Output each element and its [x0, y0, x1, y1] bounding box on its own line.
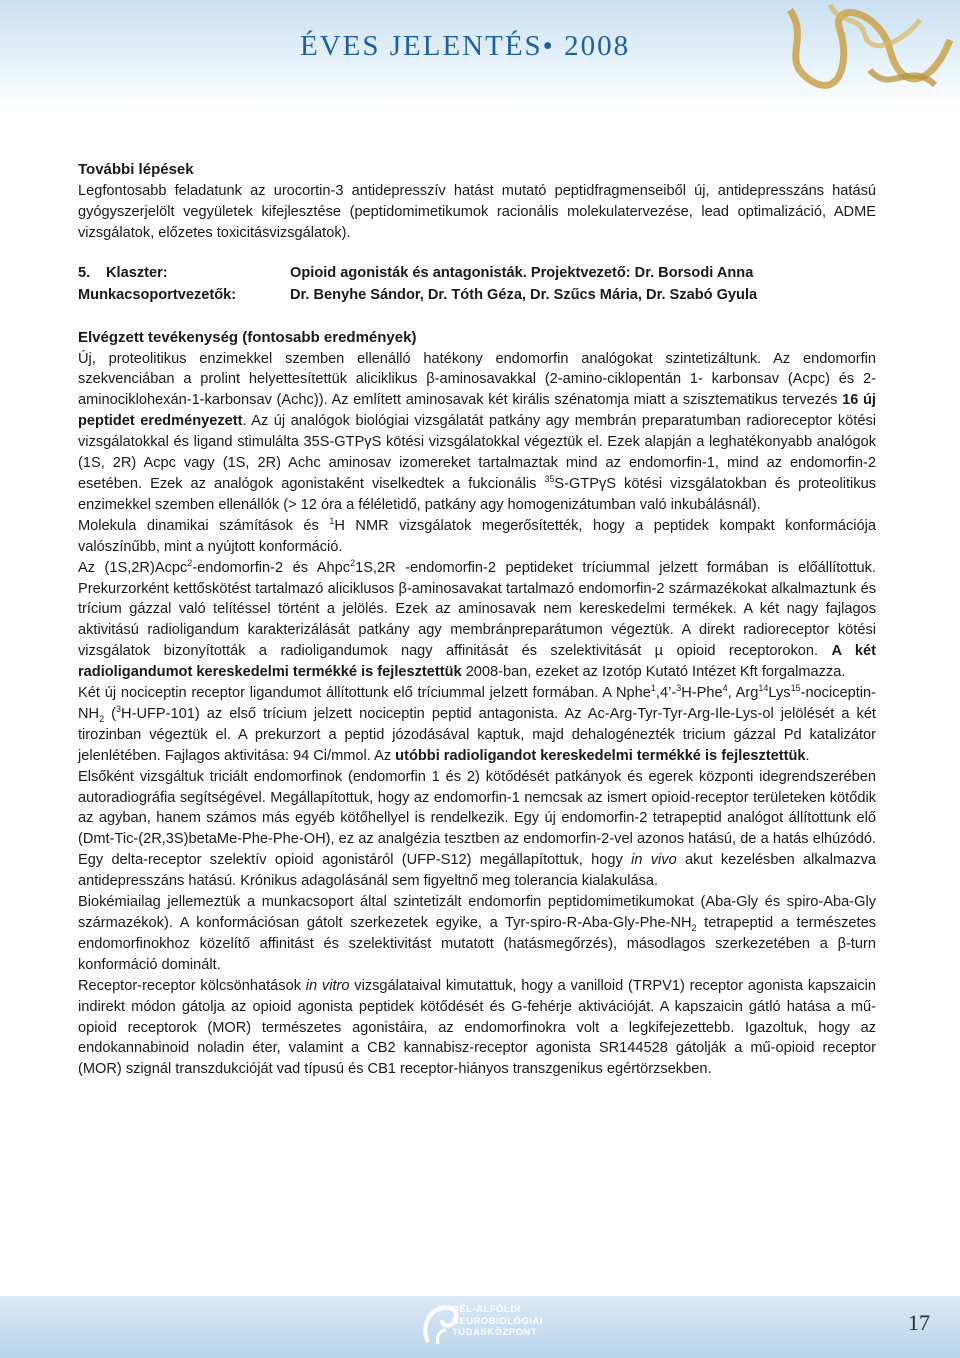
institute-logo-text: DÉL-ALFÖLDI NEUROBIOLÓGIAI TUDÁSKÖZPONT: [452, 1304, 543, 1338]
paragraph: Új, proteolitikus enzimekkel szemben ellenálló hatékony endomorfin analógokat szintetizáltunk. Az endomorfin szekvenciában a prolint helyettesítettük aliciklikus β-aminosavakkal (2-amino-ciklopentán 1- karbonsav (Acpc) és 2-aminociklohexán-1-karbonsav (Achc)). Az említett aminosavak két királis szénatomja miatt a szisztematikus tervezés 16 új peptidet eredményezett. Az új analógok biológiai vizsgálatát patkány agy membrán preparatumban radioreceptor kötési vizsgálatokkal és ligand stimulálta 35S-GTPγS kötési vizsgálatokkal végeztük el. Ezek alapján a leghatékonyabb analógok (1S, 2R) Acpc vagy (1S, 2R) Achc aminosav izomereket tartalmaztak mind az endomorfin-1, mind az endomorfin-2 esetében. Ezek az analógok agonistaként viselkedtek a fukcionális $^{35}$S-GTPγS kötési vizsgálatokban és proteolitikus enzimekkel szemben ellenállók (> 12 óra a féléletidő, patkány agy homogenizátumban való inkubálásnál).: [78, 350, 876, 513]
page-number: 17: [908, 1310, 930, 1335]
cluster-info: [78, 262, 876, 306]
next-steps-text: Legfontosabb feladatunk az urocortin-3 antidepresszív hatást mutató peptidfragmenseiből új, antidepresszáns hatású gyógyszerjelölt vegyületek kifejlesztése (peptidomimetikumok racionális molekulatervezése, lead optimalizáció, ADME vizsgálatok, előzetes toxicitásvizsgálatok).: [78, 182, 876, 241]
page-header: [0, 0, 960, 110]
results-heading: Elvégzett tevékenység (fontosabb eredmények): [78, 328, 417, 346]
next-steps-heading: További lépések: [78, 161, 194, 178]
cluster-value: Opioid agonisták és antagonisták. Projektvezető: Dr. Borsodi Anna: [290, 264, 754, 281]
leaders-value: Dr. Benyhe Sándor, Dr. Tóth Géza, Dr. Szűcs Mária, Dr. Szabó Gyula: [290, 286, 758, 303]
paragraph: Receptor-receptor kölcsönhatások in vitro vizsgálataival kimutattuk, hogy a vanilloid (TRPV1) receptor agonista kapszaicin indirekt módon gátolja az opioid agonista peptidek kötődését és G-fehérje aktivációját. A kapszaicin gátló hatása a mű-opioid receptorok (MOR) természetes agonistáira, az endomorfinokra volt a legkifejezettebb. Igazoltuk, hogy az endokannabinoid noladin éter, valamint a CB2 kannabisz-receptor agonista SR144528 gátolják a mű-opioid receptor (MOR) szignál transzdukcióját vad típusú és CB1 receptor-hiányos transzgenikus egértörzsekben.: [78, 977, 876, 1078]
cluster-label: Klaszter:: [106, 264, 168, 281]
paragraph: Az (1S,2R)Acpc$^2$-endomorfin-2 és Ahpc$^2$1S,2R -endomorfin-2 peptideket tríciummal jelzett formában is előállítottuk. Prekurzorként kettőskötést tartalmazó aliciklusos β-aminosavakat tartalmazó endomorfin-2 származékokat alkalmaztunk és trícium gázzal való telítéssel történt a jelölés. Ezek az aminosavak nem kereskedelmi termékek. A két nagy fajlagos aktivitású radioligandum karakterizálását patkány agy membránpreparátumon végeztük. A direkt radioreceptor kötési vizsgálatok bizonyították a radioligandumok nagy affinitását és szelektivitását µ opioid receptorokon. A két radioligandumot kereskedelmi termékké is fejlesztettük 2008-ban, ezeket az Izotóp Kutató Intézet Kft forgalmazza.: [78, 557, 876, 681]
cluster-number: 5.: [78, 264, 91, 281]
paragraph: Biokémiailag jellemeztük a munkacsoport által szintetizált endomorfin peptidomimetikumokat (Aba-Gly és spiro-Aba-Gly származékok). A konformációsan gátolt szerkezetek egyike, a Tyr-$spiro-R-Aba-Gly-Phe-NH_2$ tetrapeptid a természetes endomorfinokhoz közelítő affinitást és szelektivitást mutatott (hatásmegőrzés), másodlagos szerkezetében a β-turn konformáció dominált.: [78, 894, 876, 973]
paragraph: Két új nociceptin receptor ligandumot állítottunk elő tríciummal jelzett formában. A Nphe$^1$,4’-$^3$H-Phe$^4$, $Arg^{14}Lys^{15}-nociceptin-NH_2$ ($^3$H-UFP-101) az első trícium jelzett nociceptin peptid antagonista. Az Ac-Arg-Tyr-Tyr-Arg-Ile-Lys-ol jelölését a két tirozinban végeztük el. A prekurzort a peptid józodásával kaptuk, majd dehalogénezték tricium gázzal Pd katalizátor jelenlétében. Fajlagos aktivitása: 94 Ci/mmol. Az utóbbi radioligandot kereskedelmi termékké is fejlesztettük.: [78, 683, 877, 764]
paragraph: Elsőként vizsgáltuk triciált endomorfinok (endomorfin 1 és 2) kötődését patkányok és egerek központi idegrendszerében autoradiográfia segítségével. Megállapítottuk, hogy az endomorfin-1 nemcsak az ismert opioid-receptor területeken kötődik az agyban, hanem számos más egyéb kötőhellyel is rendelkezik. Egy új endomorfin-2 tetrapeptid analógot állítottunk elő (Dmt-Tic-(2R,3S)betaMe-Phe-Phe-OH), ez az analgézia tesztben az endomorfin-2-vel azonos hatású, de a hatás elhúzódó. Egy delta-receptor szelektív opioid agonistáról (UFP-S12) megállapítottuk, hogy in vivo akut kezelésben alkalmazva antidepresszáns hatású. Krónikus adagolásánál sem figyeltnő meg tolerancia kialakulása.: [78, 768, 876, 890]
report-title: ÉVES JELENTÉS• 2008: [300, 30, 631, 62]
leaders-label: Munkacsoportvezetők:: [78, 286, 237, 303]
protein-structure-image: [770, 0, 960, 110]
content-body: [78, 160, 876, 1080]
paragraph: Molekula dinamikai számítások és $^1$H NMR vizsgálatok megerősítették, hogy a peptidek kompakt konformációja valószínűbb, mint a nyújtott konformáció.: [78, 515, 876, 555]
